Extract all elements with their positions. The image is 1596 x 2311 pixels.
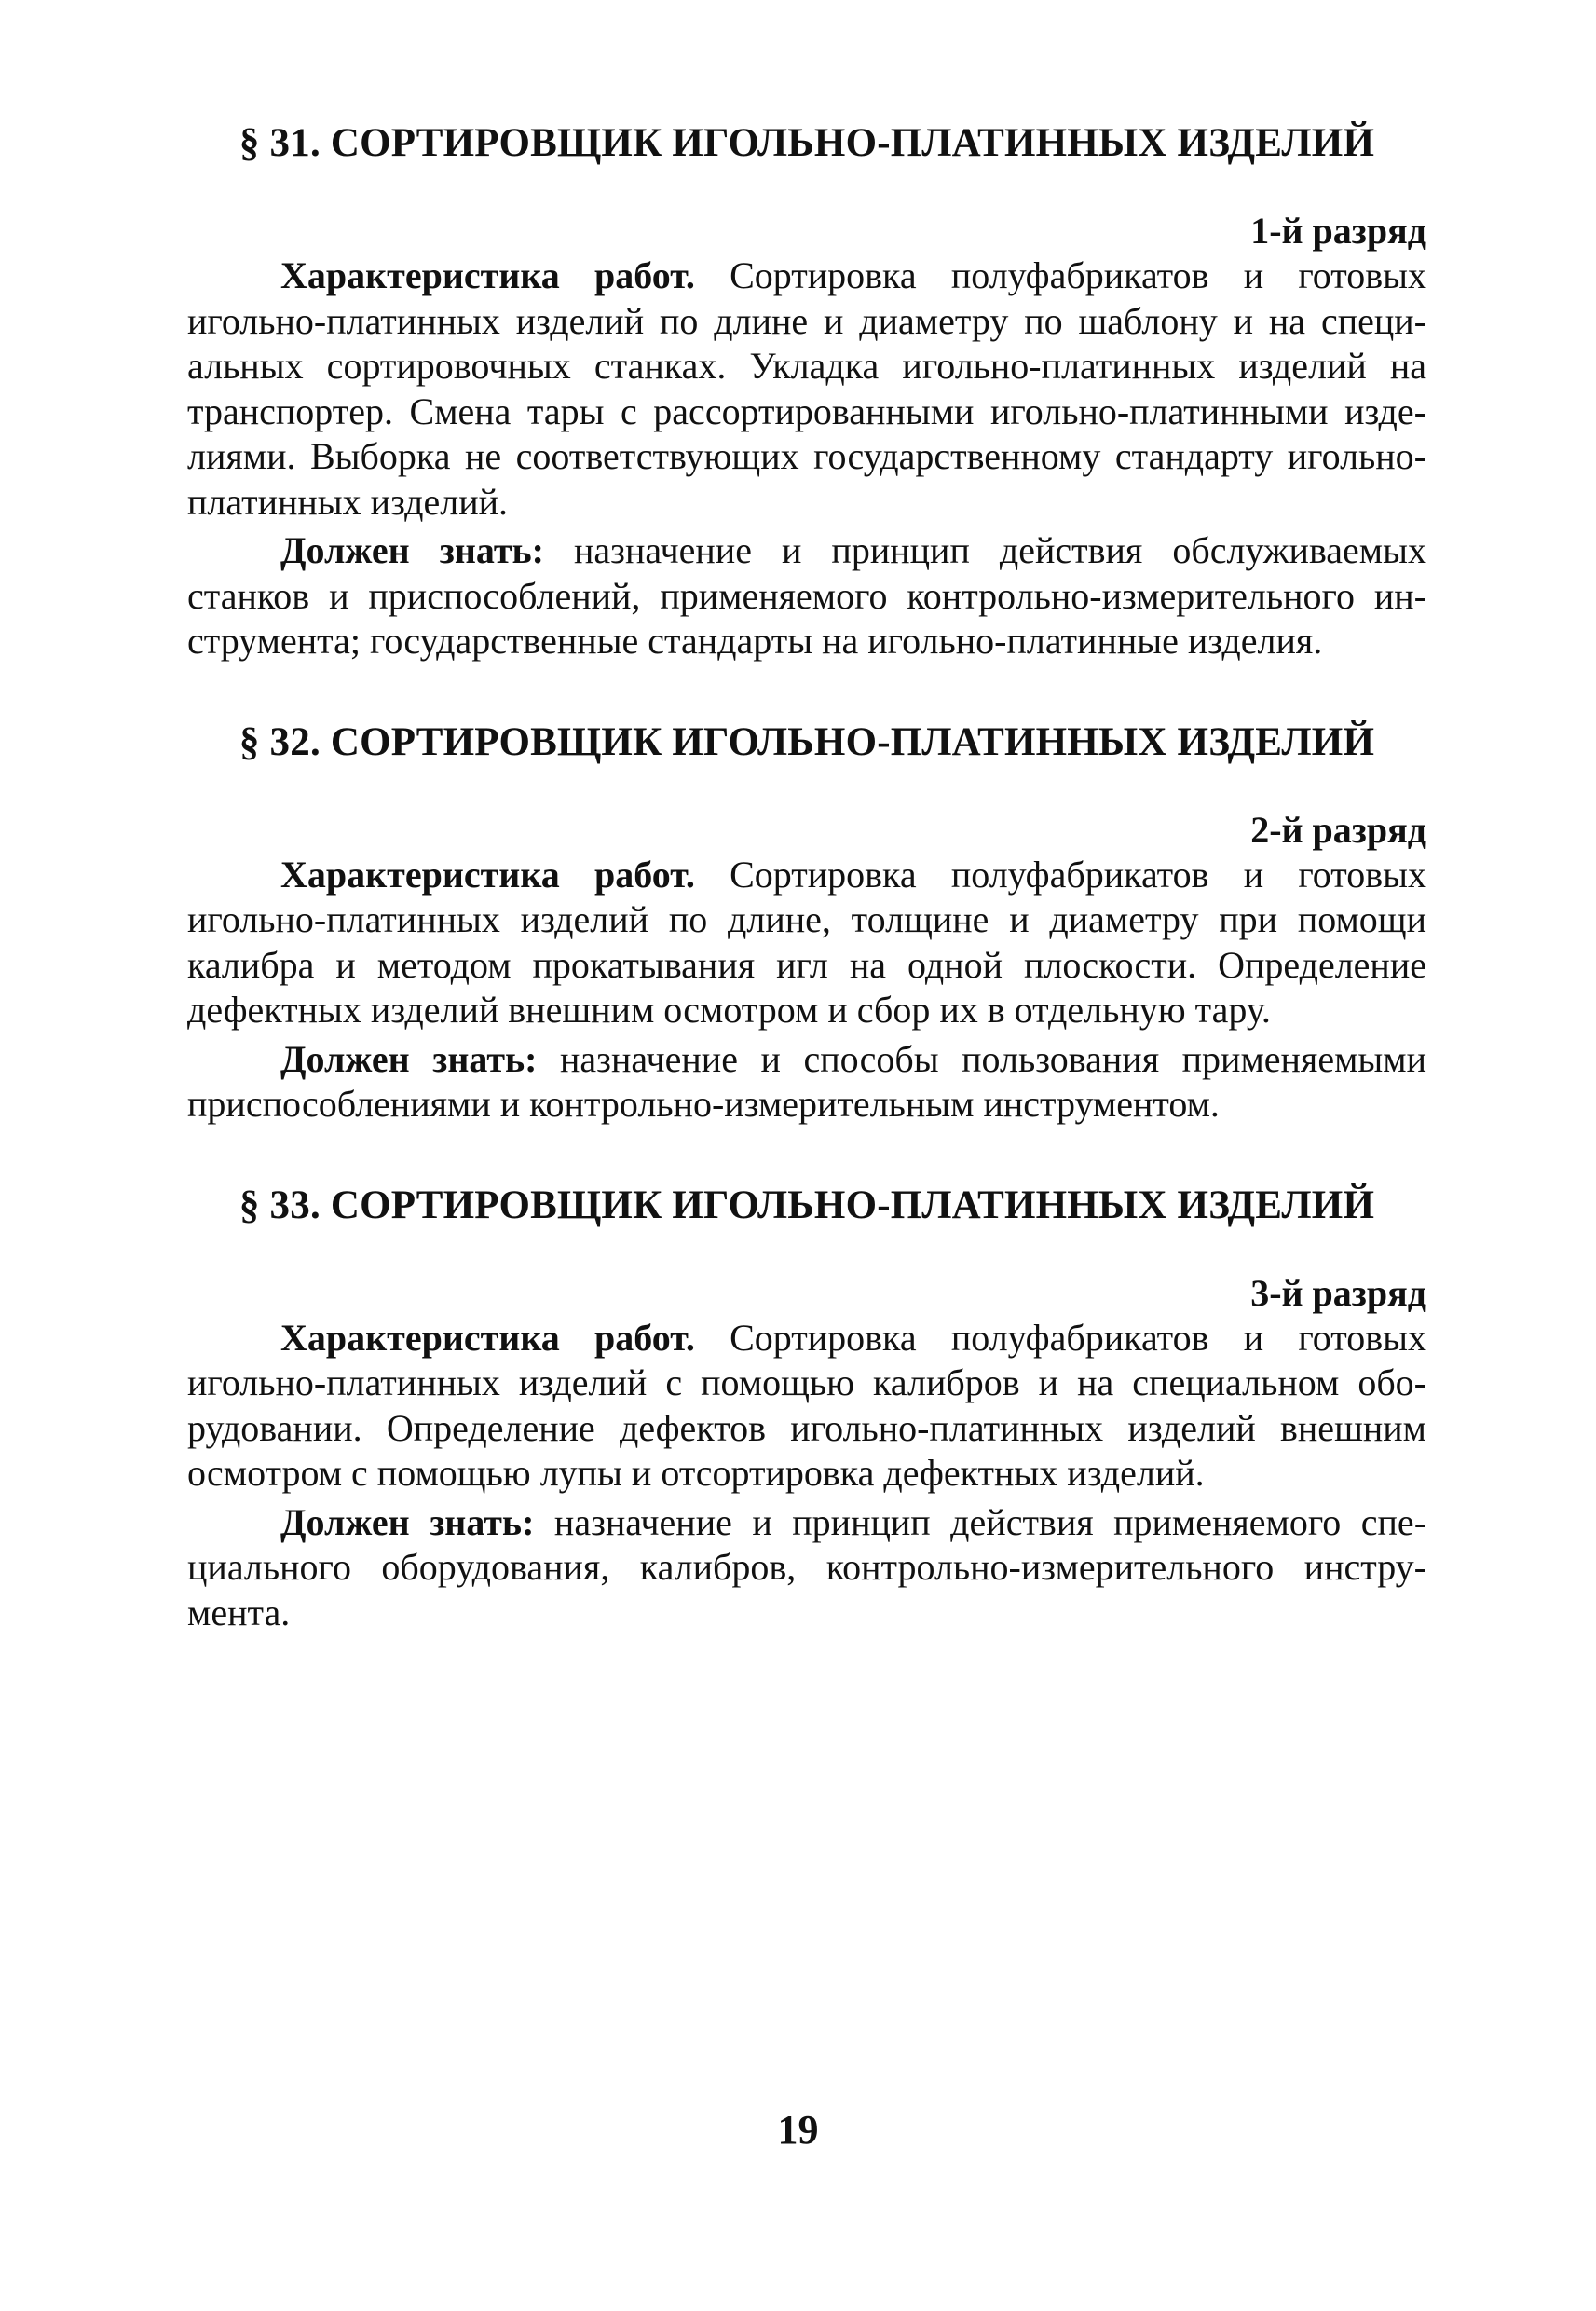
grade-label: 1-й разряд [1250,210,1426,252]
grade-label: 3-й разряд [1250,1271,1426,1314]
section-title: § 33. СОРТИРОВЩИК ИГОЛЬНО-ПЛАТИННЫХ ИЗДЕЛИЙ [239,1183,1375,1227]
work-characteristic-text: Сортировка полуфабрикатов и готовых игольно-платинных изделий по длине и диаметру по шаблону и на специальных сортировочных станках. Укладка игольно-платинных изделий на транспортер. Смена тары с рассортированными игольно-платинными изделиями. Выборка не соответствующих государственному стандарту игольно-платинных изделий. [187,254,1426,523]
work-characteristic-paragraph [187,253,1426,525]
required-knowledge-paragraph [187,1500,1426,1636]
page-content [187,119,1426,1635]
work-characteristic-text: Сортировка полуфабрикатов и готовых игольно-платинных изделий с помощью калибров и на специальном оборудовании. Определение дефектов игольно-платинных изделий внешним осмотром с помощью лупы и отсортировка дефектных изделий. [187,1316,1426,1494]
required-knowledge-lead: Должен знать: [280,1500,535,1543]
required-knowledge-lead: Должен знать: [280,1037,538,1080]
work-characteristic-paragraph [187,853,1426,1033]
required-knowledge-text: назначение и принцип действия применяемого специального оборудования, калибров, контрольно-измерительного инструмента. [187,1500,1427,1634]
work-characteristic-lead: Характеристика работ. [280,254,695,296]
work-characteristic-lead: Характеристика работ. [280,1316,695,1359]
work-characteristic-text: Сортировка полуфабрикатов и готовых игольно-платинных изделий по длине, толщине и диаметру при помощи калибра и методом прокатывания игл на одной плоскости. Определение дефектных изделий внешним осмотром и сбор их в отдельную тару. [187,853,1426,1031]
required-knowledge-text: назначение и принцип действия обслуживаемых станков и приспособлений, применяемого контрольно-измерительного инструмента; государственные стандарты на игольно-платинные изделия. [187,529,1426,662]
grade-label: 2-й разряд [1250,808,1426,851]
section-32 [187,718,1426,1128]
work-characteristic-paragraph [187,1316,1426,1497]
required-knowledge-lead: Должен знать: [280,529,544,571]
section-title: § 32. СОРТИРОВЩИК ИГОЛЬНО-ПЛАТИННЫХ ИЗДЕЛИЙ [239,719,1375,764]
work-characteristic-lead: Характеристика работ. [280,853,695,896]
required-knowledge-paragraph [187,1037,1426,1128]
section-33 [187,1182,1426,1636]
required-knowledge-text: назначение и способы пользования применяемыми приспособлениями и контрольно-измерительным инструментом. [187,1037,1426,1125]
section-31 [187,119,1426,664]
section-title: § 31. СОРТИРОВЩИК ИГОЛЬНО-ПЛАТИННЫХ ИЗДЕЛИЙ [239,121,1375,165]
page-number: 19 [777,2107,819,2153]
required-knowledge-paragraph [187,528,1426,664]
